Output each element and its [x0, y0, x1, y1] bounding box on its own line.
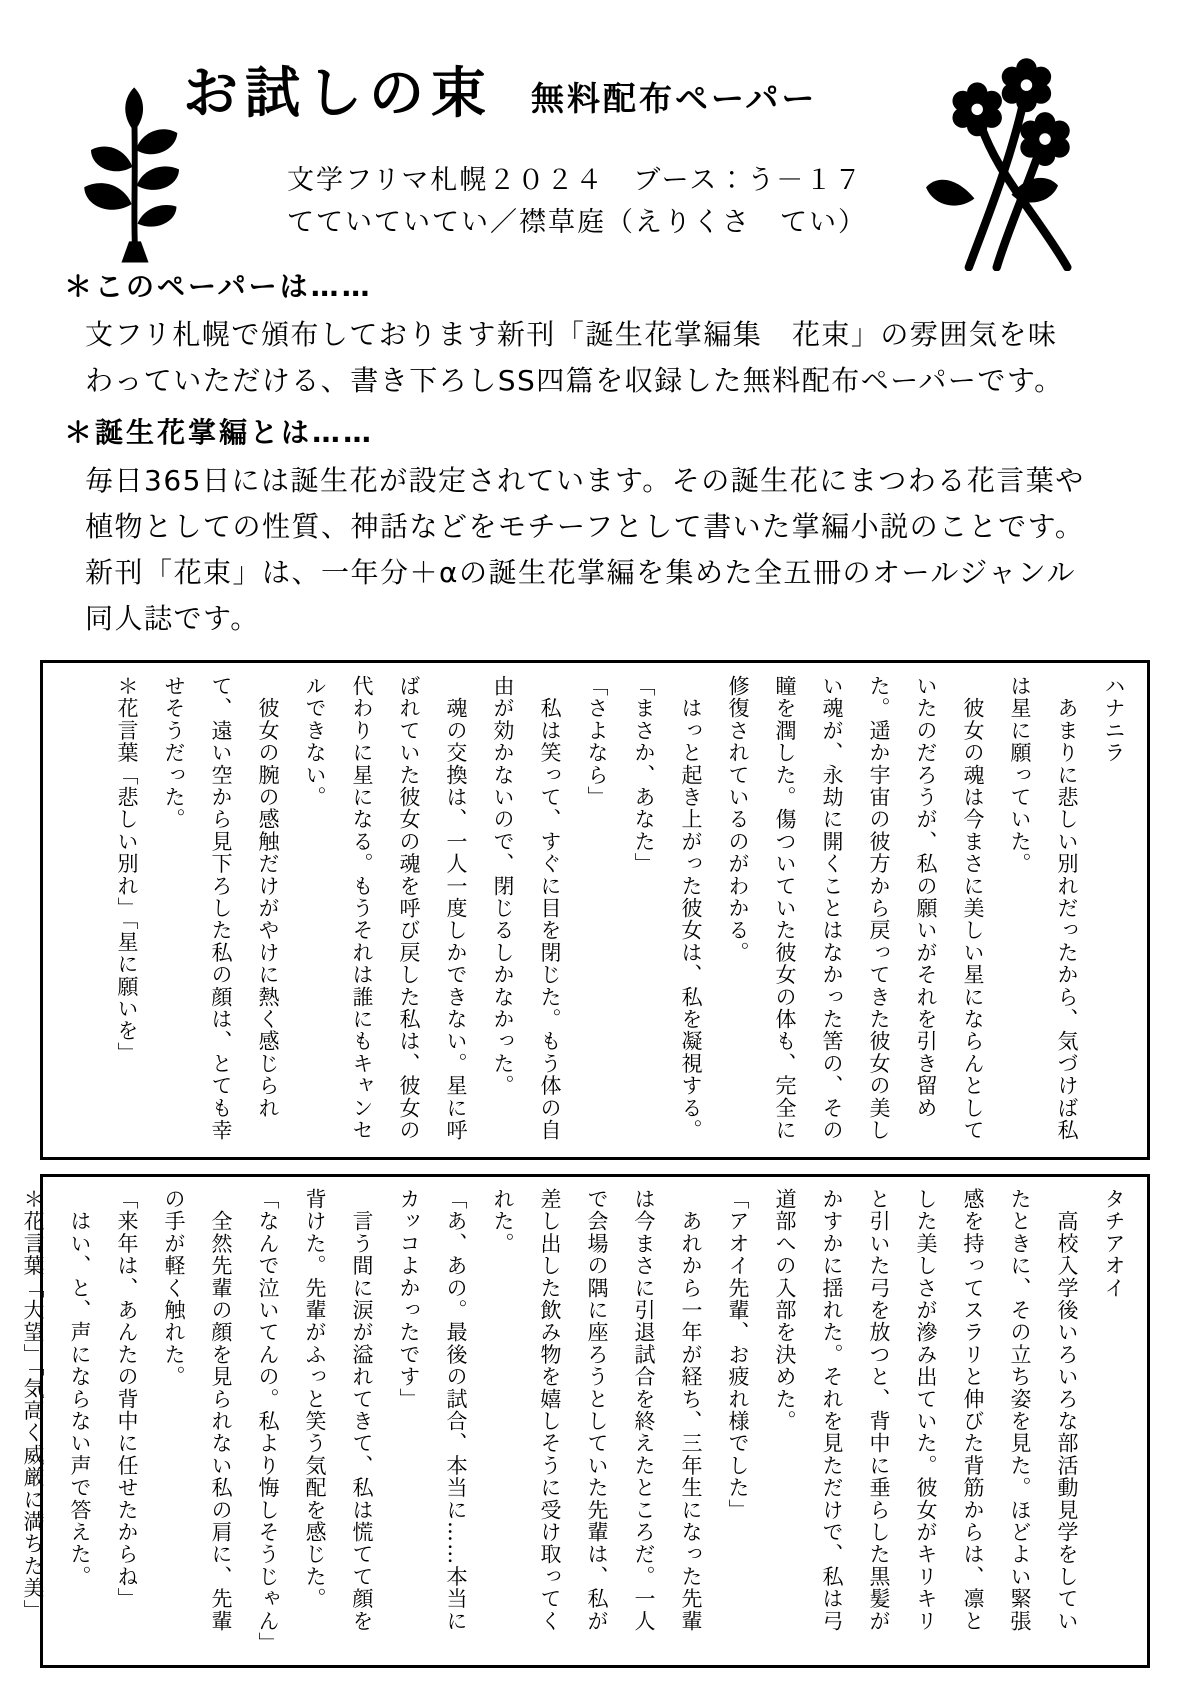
story-dialogue: 「さよなら」 [585, 675, 609, 809]
story-paragraph: はっと起き上がった彼女は、私を凝視する。 [679, 675, 703, 1142]
story-dialogue: 「来年は、あんたの背中に任せたからね」 [115, 1188, 139, 1610]
story-paragraph: 全然先輩の顔を見られない私の肩に、先輩の手が軽く触れた。 [162, 1188, 233, 1632]
story-paragraph: 彼女の魂は今まさに美しい星にならんとしていたのだろうが、私の願いがそれを引き留めた。遥か宇宙の彼方から戻ってきた彼女の美しい魂が、永劫に開くことはなかった筈の、その瞳を潤した。傷ついていた彼女の体も、完全に修復されているのがわかる。 [726, 675, 985, 1142]
text-line: 新刊「花束」は、一年分＋αの誕生花掌編を集めた全五冊のオールジャンル [85, 556, 1076, 589]
about-shohen-text [85, 458, 1130, 642]
flower-bouquet-icon [926, 48, 1112, 275]
page-title: お試しの束 [183, 61, 494, 125]
story-paragraph: あれから一年が経ち、三年生になった先輩は今まさに引退試合を終えたところだ。一人で会場の隅に座ろうとしていた先輩は、私が差し出した飲み物を嬉しそうに受け取ってくれた。 [491, 1188, 703, 1632]
header [0, 0, 1190, 258]
story-paragraph: 魂の交換は、一人一度しかできない。星に呼ばれていた彼女の魂を呼び戻した私は、彼女の代わりに星になる。もうそれは誰にもキャンセルできない。 [303, 675, 468, 1142]
text-line: 植物としての性質、神話などをモチーフとして書いた掌編小説のことです。 [85, 510, 1085, 543]
hanakotoba-line: ＊花言葉「悲しい別れ」「星に願いを」 [115, 675, 139, 1065]
page-subtitle: 無料配布ペーパー [531, 79, 818, 118]
text-line: 同人誌です。 [85, 602, 260, 635]
about-paper-text [85, 312, 1130, 404]
circle-author-line: てていていてい／襟草庭（えりくさ てい） [287, 207, 867, 238]
story-paragraph: あまりに悲しい別れだったから、気づけば私は星に願っていた。 [1008, 675, 1079, 1142]
story-dialogue: 「まさか、あなた」 [632, 675, 656, 875]
text-line: 文フリ札幌で頒布しております新刊「誕生花掌編集 花束」の雰囲気を味 [85, 318, 1058, 351]
story-dialogue: 「なんで泣いてんの。私より悔しそうじゃん」 [256, 1188, 280, 1655]
plant-sprig-icon [80, 82, 190, 271]
story-title: タチアオイ [1102, 1188, 1126, 1299]
story-paragraph: 高校入学後いろいろな部活動見学をしていたときに、その立ち姿を見た。ほどよい緊張感を持ってスラリと伸びた背筋からは、凛とした美しさが滲み出ていた。彼女がキリキリと引いた弓を放つと、背中に垂らした黒髪がかすかに揺れた。それを見ただけで、私は弓道部への入部を決めた。 [773, 1188, 1079, 1632]
about-paper-heading: ＊このペーパーは…… [64, 270, 373, 303]
text-line: わっていただける、書き下ろしSS四篇を収録した無料配布ペーパーです。 [85, 364, 1064, 397]
story-dialogue: 「あ、あの。最後の試合、本当に……本当にカッコよかったです」 [397, 1188, 468, 1632]
story-title: ハナニラ [1102, 675, 1126, 764]
story-paragraph: 言う間に涙が溢れてきて、私は慌てて顔を背けた。先輩がふっと笑う気配を感じた。 [303, 1188, 374, 1632]
story-box-hananira [40, 660, 1150, 1160]
about-shohen-heading: ＊誕生花掌編とは…… [64, 416, 375, 449]
story-paragraph: 私は笑って、すぐに目を閉じた。もう体の自由が効かないので、閉じるしかなかった。 [491, 675, 562, 1142]
intro-section [0, 270, 1190, 642]
hanakotoba-line: ＊花言葉「大望」「気高く威厳に満ちた美」 [21, 1188, 45, 1622]
story-paragraph: はい、と、声にならない声で答えた。 [68, 1188, 92, 1588]
story-paragraph: 彼女の腕の感触だけがやけに熱く感じられて、遠い空から見下ろした私の顔は、とても幸せそうだった。 [162, 675, 280, 1142]
story-dialogue: 「アオイ先輩、お疲れ様でした」 [726, 1188, 750, 1521]
story-box-tachiaoi [21, 1174, 1150, 1668]
text-line: 毎日365日には誕生花が設定されています。その誕生花にまつわる花言葉や [85, 464, 1085, 497]
title-row [183, 61, 818, 125]
event-booth-line: 文学フリマ札幌２０２４ ブース：う－１７ [287, 165, 864, 196]
